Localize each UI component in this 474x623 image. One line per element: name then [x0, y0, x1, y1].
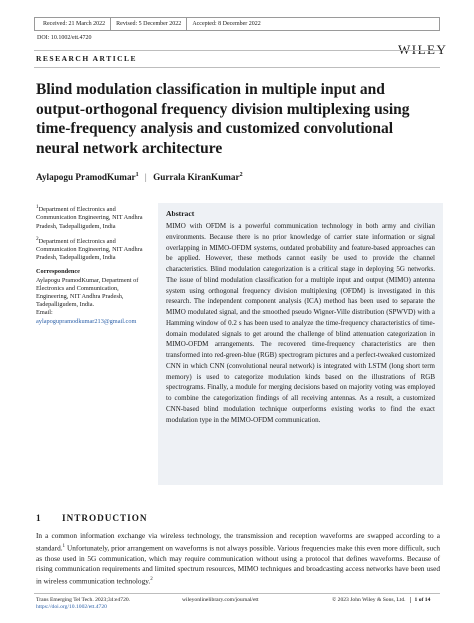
citation-ref[interactable]: 1: [62, 543, 66, 549]
abstract-title: Abstract: [166, 209, 195, 218]
article-title: Blind modulation classification in multiple input and output-orthogonal frequency division multiplexing using time-frequency analysis and customized convolutional neural network architecture: [36, 81, 410, 157]
copyright: © 2023 John Wiley & Sons, Ltd.: [332, 597, 406, 603]
publication-dates-bar: [34, 17, 440, 31]
affiliation: [36, 203, 148, 231]
page-number: 1 of 14: [410, 597, 431, 603]
section-number: 1: [36, 513, 42, 523]
email-label: Email:: [36, 309, 53, 317]
author-name: Aylapogu PramodKumar: [36, 172, 136, 183]
email-link[interactable]: aylapogupramodkumar213@gmail.com: [36, 317, 137, 325]
journal-site-link[interactable]: wileyonlinelibrary.com/journal/ett: [182, 597, 259, 603]
footer-divider: [34, 593, 440, 594]
author-mark: 2: [239, 172, 243, 178]
introduction-paragraph: [36, 531, 440, 587]
correspondence-text: Aylapogu PramodKumar, Department of Electronics and Communication, Engineering, NIT Andhra Pradesh, Tadepalligudem, India.: [36, 276, 139, 309]
affiliations: [36, 203, 148, 326]
doi-link[interactable]: https://doi.org/10.1002/ett.4720: [36, 604, 107, 610]
paragraph-text: In a common information exchange via wireless technology, the transmission and reception waveforms are swapped according to a standard.: [36, 531, 440, 553]
revised-date: Revised: 5 December 2022: [111, 18, 187, 30]
correspondence-title: Correspondence: [36, 268, 80, 276]
abstract-box: [158, 203, 443, 485]
affiliation: [36, 235, 148, 263]
affiliation-mark: 2: [36, 235, 39, 242]
publisher-logo: WILEY: [398, 42, 448, 57]
affiliation-mark: 1: [36, 204, 39, 210]
abstract-body: MIMO with OFDM is a powerful communication technology in both army and civilian environments. Because there is no prior knowledge of carrier state information or signal overlapping in MIMO-OFDM systems, outdated probability and feature-based approaches can be applied. However, these methods cannot easily be used to provide the channel characteristics. Blind modulation categorization is a critical stage in deploying 5G networks. The issue of blind modulation classification for a multiple input and output (MIMO) antenna system using orthogonal frequency division multiplexing (OFDM) is investigated in this research. The independent component analysis (ICA) method has been used to separate the MIMO modulated signal, and the smoothed pseudo Wigner-Ville distribution (SPWVD) with a Hamming window of 0.2 s has been used to analyze the time-frequency characteristics of time-domain modulated signals to get around the challenge of blind attenuation categorization in MIMO-OFDM arrangements. The recovered time-frequency characteristics are then transformed into red-green-blue (RGB) spectrogram pictures and a perfect-tweaked customized CNN in which CNN (convolutional neural network) is integrated with LSTM (long short term memory) is used to categorize modulation kinds based on the illustrations of RGB spectrograms. Finally, a module for merging decisions based on majority voting was employed to combine the categorization findings of all receiving antennas. As a result, a customized CNN-based blind modulation technique outperforms existing works to find the exact modulation type in the MIMO-OFDM communication.: [166, 222, 435, 424]
accepted-date: Accepted: 8 December 2022: [192, 21, 261, 27]
author-name: Gurrala KiranKumar: [153, 172, 240, 183]
affiliation-text: Department of Electronics and Communication Engineering, NIT Andhra Pradesh, Tadepalligudem, India: [36, 237, 143, 262]
citation-ref[interactable]: 2: [150, 576, 153, 582]
author-mark: 1: [135, 172, 139, 178]
footer-citation: [36, 597, 130, 611]
section-label: RESEARCH ARTICLE: [36, 54, 138, 63]
affiliation-text: Department of Electronics and Communication Engineering, NIT Andhra Pradesh, Tadepalligudem, India: [36, 206, 143, 230]
author-separator: |: [144, 172, 147, 183]
author-list: [36, 172, 243, 182]
divider: [34, 50, 440, 51]
paragraph-text: Unfortunately, prior arrangement on waveforms is not always possible. Various frequencies make this even more difficult, such as those used in 5G communication, which may require communication without using a protocol that defines waveforms. Because of rising communication requirements and limited spectrum resources, MIMO techniques and broadcasting access networks have been used in wireless communication technology.: [36, 543, 440, 586]
section-title: INTRODUCTION: [62, 513, 148, 523]
received-date: Received: 21 March 2022: [38, 18, 111, 30]
section-heading: [36, 513, 148, 523]
doi-label: DOI: 10.1002/ett.4720: [37, 35, 92, 41]
divider: [34, 67, 440, 68]
journal-citation: Trans Emerging Tel Tech. 2023;34:e4720.: [36, 597, 131, 603]
footer-right: [332, 597, 430, 603]
